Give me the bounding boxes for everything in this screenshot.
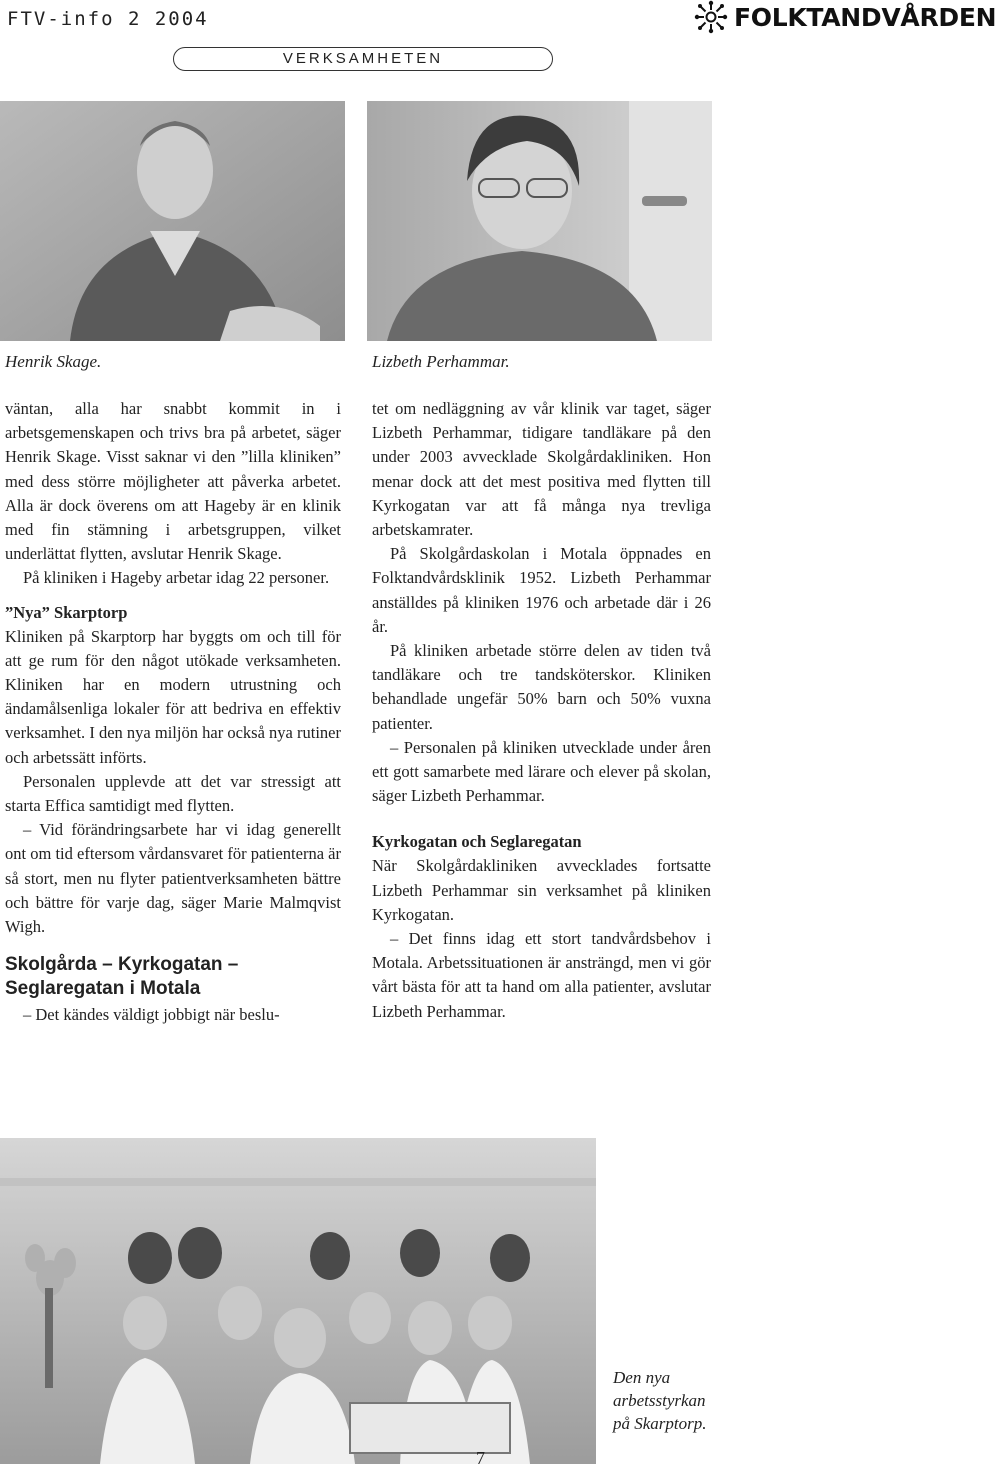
section-heading-motala <box>5 953 341 1001</box>
paragraph: När Skolgårdakliniken avvecklades fortsatte Lizbeth Perhammar sin verksamhet på kliniken Kyrkogatan. <box>372 856 711 924</box>
paragraph: Kliniken på Skarptorp har byggts om och till för att ge rum för den något utökade verksamheten. Kliniken har en modern utrustning och ändamålsenliga lokaler för att bedriva en effektiv verksamhet. I den nya miljön har också nya rutiner och arbetssätt införts. <box>5 626 341 767</box>
sub-heading-nya-skarptorp: ”Nya” Skarptorp <box>5 602 128 622</box>
paragraph: – Personalen på kliniken utvecklade under åren ett gott samarbete med lärare och elever på skolan, säger Lizbeth Perhammar. <box>372 737 711 806</box>
paragraph: Personalen upplevde att det var stressigt att starta Effica samtidigt med flytten. <box>5 771 341 816</box>
photo-staff-skarptorp <box>0 1138 596 1464</box>
group-photo-image <box>0 1138 596 1464</box>
paragraph: På Skolgårdaskolan i Motala öppnades en Folktandvårdsklinik 1952. Lizbeth Perhammar anställdes på kliniken 1976 och arbetade där i 26 år. <box>372 544 711 636</box>
paragraph: – Det kändes väldigt jobbigt när beslu- <box>23 1005 280 1025</box>
caption-henrik: Henrik Skage. <box>5 352 102 371</box>
left-text-column <box>5 397 341 1027</box>
paragraph: – Det finns idag ett stort tandvårdsbehov i Motala. Arbetssituationen är ansträngd, men vi gör vårt bästa för att ta hand om alla patienter, avslutar Lizbeth Perhammar. <box>372 929 711 1021</box>
section-label: VERKSAMHETEN <box>173 47 553 71</box>
caption-line: arbetsstyrkan <box>613 1391 706 1410</box>
paragraph: väntan, alla har snabbt kommit in i arbetsgemenskapen och trivs bra på arbetet, säger Henrik Skage. Visst saknar vi den ”lilla kliniken” med dess större möjligheter att påverka arbetet. Alla är dock överens om att Hageby är en klinik med fin stämning i arbetsgruppen, vilket underlättat flytten, avslutar Henrik Skage. <box>5 399 341 564</box>
caption-line: på Skarptorp. <box>613 1414 707 1433</box>
paragraph: På kliniken i Hageby arbetar idag 22 personer. <box>23 568 330 588</box>
portrait-woman-image <box>367 101 712 341</box>
sub-heading-kyrkogatan: Kyrkogatan och Seglaregatan <box>372 832 582 852</box>
paragraph: På kliniken arbetade större delen av tiden två tandläkare och tre tandsköterskor. Kliniken behandlade ungefär 50% barn och 50% vuxna patienter. <box>372 641 711 733</box>
caption-line: Den nya <box>613 1368 671 1387</box>
photo-lizbeth-perhammar <box>367 101 712 341</box>
heading-line: Skolgårda – Kyrkogatan – <box>5 954 239 976</box>
tooth-star-logo-icon <box>694 0 728 34</box>
caption-staff <box>613 1366 707 1435</box>
heading-line: Seglaregatan i Motala <box>5 978 201 1000</box>
page-number: 7 <box>476 1448 485 1468</box>
portrait-man-image <box>0 101 345 341</box>
paragraph: tet om nedläggning av vår klinik var taget, säger Lizbeth Perhammar, tidigare tandläkare på den under 2003 avvecklade Skolgårdakliniken. Hon menar dock att det mest positiva med flytten till Kyrkogatan var att få många nya trevliga arbetskamrater. <box>372 399 711 540</box>
caption-lizbeth: Lizbeth Perhammar. <box>372 352 510 371</box>
folktandvarden-logo <box>694 0 996 34</box>
right-text-column <box>372 397 711 1024</box>
photo-henrik-skage <box>0 101 345 341</box>
paragraph: – Vid förändringsarbete har vi idag generellt ont om tid eftersom vårdansvaret för patienterna är så stort, men nu flyter patientverksamheten bättre och bättre för varje dag, säger Marie Malmqvist Wigh. <box>5 820 341 937</box>
issue-label: FTV-info 2 2004 <box>7 8 209 30</box>
logo-text: FOLKTANDVÅRDEN <box>734 2 996 32</box>
